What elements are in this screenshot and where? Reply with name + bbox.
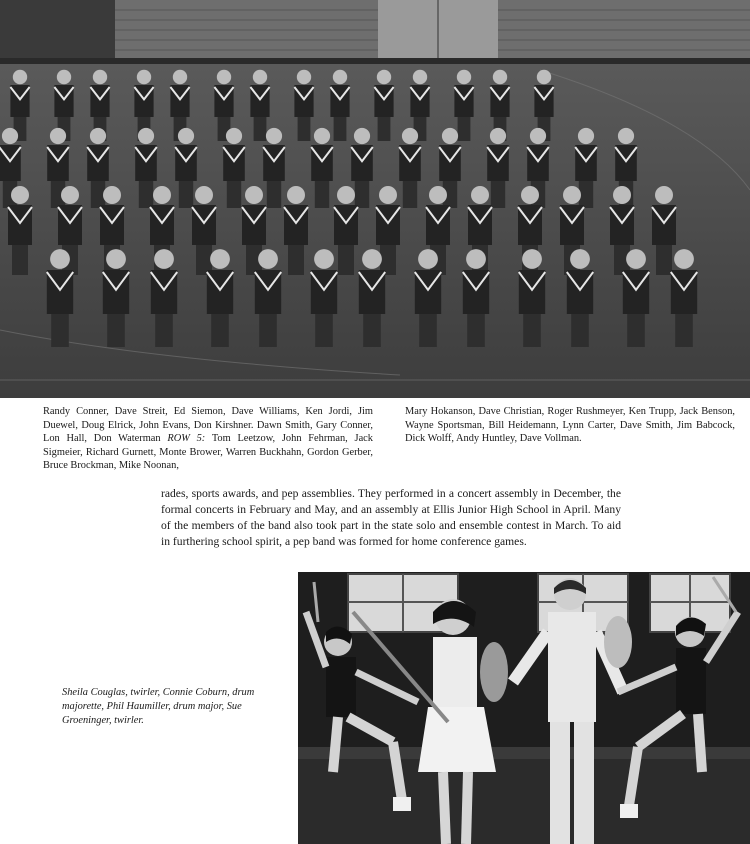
band-member-head (314, 128, 330, 144)
band-member-legs (51, 314, 69, 347)
band-member-legs (355, 181, 369, 208)
band-member-head (442, 128, 458, 144)
band-member-head (402, 128, 418, 144)
band-member-head (314, 249, 334, 269)
band-member-legs (259, 314, 277, 347)
band-member-head (153, 186, 171, 204)
twirler-photo-caption: Sheila Couglas, twirler, Connie Coburn, drum majorette, Phil Haumiller, drum major, Sue Groeninger, twirler. (62, 687, 255, 726)
band-member-legs (458, 117, 471, 141)
band-member-head (493, 70, 507, 84)
band-member-legs (211, 314, 229, 347)
band-member-head (11, 186, 29, 204)
band-member-legs (419, 314, 437, 347)
band-member-legs (315, 314, 333, 347)
band-member-head (530, 128, 546, 144)
band-member-head (362, 249, 382, 269)
band-member-head (195, 186, 213, 204)
band-member-head (137, 70, 151, 84)
band-member-head (50, 249, 70, 269)
band-member-head (57, 70, 71, 84)
band-member-head (90, 128, 106, 144)
band-member-legs (378, 117, 391, 141)
band-member-head (245, 186, 263, 204)
band-member-head (226, 128, 242, 144)
band-member-head (522, 249, 542, 269)
band-member-head (178, 128, 194, 144)
band-member-head (379, 186, 397, 204)
band-member-head (297, 70, 311, 84)
band-member-head (266, 128, 282, 144)
band-member-legs (288, 245, 304, 275)
band-member-legs (363, 314, 381, 347)
band-member-legs (315, 181, 329, 208)
band-member-head (333, 70, 347, 84)
band-roster-caption-left (43, 405, 373, 473)
band-member-head (578, 128, 594, 144)
band-member-head (106, 249, 126, 269)
band-member-head (173, 70, 187, 84)
band-member-legs (656, 245, 672, 275)
band-member-head (655, 186, 673, 204)
band-member-legs (254, 117, 267, 141)
band-member-legs (12, 245, 28, 275)
band-member-legs (139, 181, 153, 208)
band-roster-caption-right: Mary Hokanson, Dave Christian, Roger Rushmeyer, Ken Trupp, Jack Benson, Wayne Sportsman, Bill Heidemann, Lynn Carter, Dave Smith, Jim Babcock, Dick Wolff, Andy Huntley, Dave Vollman. (405, 406, 735, 445)
band-member-head (287, 186, 305, 204)
twirlers-drum-major-photo (298, 572, 750, 844)
band-member-head (613, 186, 631, 204)
band-member-legs (467, 314, 485, 347)
band-member-legs (227, 181, 241, 208)
band-member-head (103, 186, 121, 204)
band-member-legs (491, 181, 505, 208)
band-member-head (138, 128, 154, 144)
band-member-head (93, 70, 107, 84)
band-member-head (337, 186, 355, 204)
band-member-head (210, 249, 230, 269)
band-member-legs (334, 117, 347, 141)
band-member-legs (179, 181, 193, 208)
band-member-head (457, 70, 471, 84)
row-5-label: ROW 5: (167, 433, 206, 445)
band-member-legs (298, 117, 311, 141)
band-member-legs (155, 314, 173, 347)
band-member-legs (571, 314, 589, 347)
band-member-head (418, 249, 438, 269)
band-member-head (2, 128, 18, 144)
band-member-legs (338, 245, 354, 275)
band-member-head (471, 186, 489, 204)
band-member-head (50, 128, 66, 144)
band-member-head (674, 249, 694, 269)
band-member-head (521, 186, 539, 204)
band-member-legs (627, 314, 645, 347)
band-activities-paragraph: rades, sports awards, and pep assemblies. They performed in a concert assembly in December, the formal concerts in February and May, and an assembly at Ellis Junior High School in April. Many of the members of the band also took part in the state solo and ensemble contest in March. To aid in furthering school spirit, a pep band was formed for home conference games. (161, 487, 621, 548)
twirler-photo-image (298, 572, 750, 844)
band-member-head (217, 70, 231, 84)
band-member-head (490, 128, 506, 144)
band-member-legs (267, 181, 281, 208)
caption-left-tail: Tom Leetzow, John Fehrman, Jack Sigmeier, Richard Gurnett, Monte Brower, Warren Buckhahn, Gordon Gerber, Bruce Brockman, Mike Noonan, (43, 433, 373, 472)
band-member-head (626, 249, 646, 269)
band-member-head (258, 249, 278, 269)
band-member-head (413, 70, 427, 84)
band-member-legs (107, 314, 125, 347)
caption-left-lead: Randy Conner, Dave Streit, Ed Siemon, Dave Williams, Ken Jordi, Jim Duewel, Doug Elrick, John Evans, Don Kirshner. Dawn Smith, Gary Conner, Lon Hall, Don Waterman (43, 406, 373, 445)
band-member-head (61, 186, 79, 204)
band-member-head (618, 128, 634, 144)
band-member-head (13, 70, 27, 84)
band-group-photo (0, 0, 750, 398)
band-member-legs (675, 314, 693, 347)
band-member-head (253, 70, 267, 84)
band-member-legs (403, 181, 417, 208)
band-member-head (537, 70, 551, 84)
band-member-head (563, 186, 581, 204)
band-member-legs (523, 314, 541, 347)
band-member-head (354, 128, 370, 144)
band-member-head (154, 249, 174, 269)
band-member-head (377, 70, 391, 84)
band-photo-image (0, 0, 750, 398)
band-member-head (466, 249, 486, 269)
band-member-head (570, 249, 590, 269)
band-member-head (429, 186, 447, 204)
